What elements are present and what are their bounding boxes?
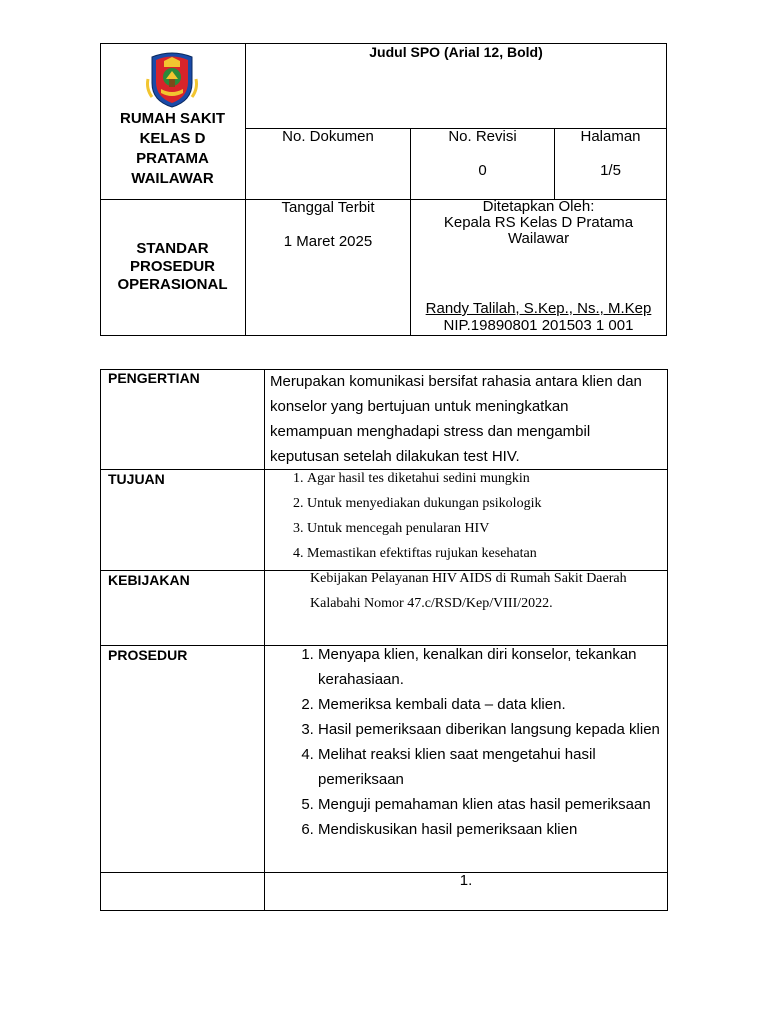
issue-date-value: 1 Maret 2025 (283, 233, 373, 250)
kebijakan-label: KEBIJAKAN (108, 572, 190, 588)
list-item: 1. Agar hasil tes diketahui sedini mungkin (307, 466, 665, 491)
header-table (100, 43, 667, 336)
list-item: 6. Mendiskusikan hasil pemeriksaan klien (318, 817, 666, 842)
approval-block: Ditetapkan Oleh: Kepala RS Kelas D Pratama Wailawar (443, 198, 634, 247)
list-item: 4. Memastikan efektiftas rujukan kesehatan (307, 541, 665, 566)
revision-label: No. Revisi (448, 128, 517, 145)
tujuan-label: TUJUAN (108, 471, 165, 487)
signer-name: Randy Talilah, S.Kep., Ns., M.Kep (425, 300, 652, 317)
signer-nip: NIP.19890801 201503 1 001 (443, 317, 634, 334)
content-table (100, 369, 668, 911)
page-title: Judul SPO (Arial 12, Bold) (369, 44, 543, 60)
list-item: 5. Menguji pemahaman klien atas hasil pemeriksaan (318, 792, 666, 817)
list-item: 2. Memeriksa kembali data – data klien. (318, 692, 666, 717)
list-item: 3. Hasil pemeriksaan diberikan langsung kepada klien (318, 717, 666, 742)
org-name: RUMAH SAKIT KELAS D PRATAMA WAILAWAR (120, 110, 225, 187)
pengertian-text: Merupakan komunikasi bersifat rahasia antara klien dan konselor yang bertujuan untuk meningkatkan kemampuan menghadapi stress dan mengambil keputusan setelah dilakukan test HIV. (270, 373, 642, 465)
list-item: 3. Untuk mencegah penularan HIV (307, 516, 665, 541)
kebijakan-text: Kebijakan Pelayanan HIV AIDS di Rumah Sakit Daerah Kalabahi Nomor 47.c/RSD/Kep/VIII/2022. (310, 571, 627, 611)
prosedur-label: PROSEDUR (108, 647, 188, 663)
doc-number-label: No. Dokumen (282, 128, 374, 145)
page-value: 1/5 (600, 162, 621, 179)
hospital-emblem-icon (144, 49, 200, 109)
list-item: 4. Melihat reaksi klien saat mengetahui hasil pemeriksaan (318, 742, 666, 792)
list-item: 2. Untuk menyediakan dukungan psikologik (307, 491, 665, 516)
page-label: Halaman (580, 128, 641, 145)
last-row-value: 1. (459, 872, 473, 889)
issue-date-label: Tanggal Terbit (281, 199, 375, 216)
tujuan-list (280, 466, 665, 566)
list-item: 1. Menyapa klien, kenalkan diri konselor, tekankan kerahasiaan. (318, 642, 666, 692)
pengertian-label: PENGERTIAN (108, 370, 200, 386)
spo-label: STANDAR PROSEDUR OPERASIONAL (117, 240, 228, 293)
prosedur-list (290, 642, 666, 842)
revision-value: 0 (478, 162, 487, 179)
